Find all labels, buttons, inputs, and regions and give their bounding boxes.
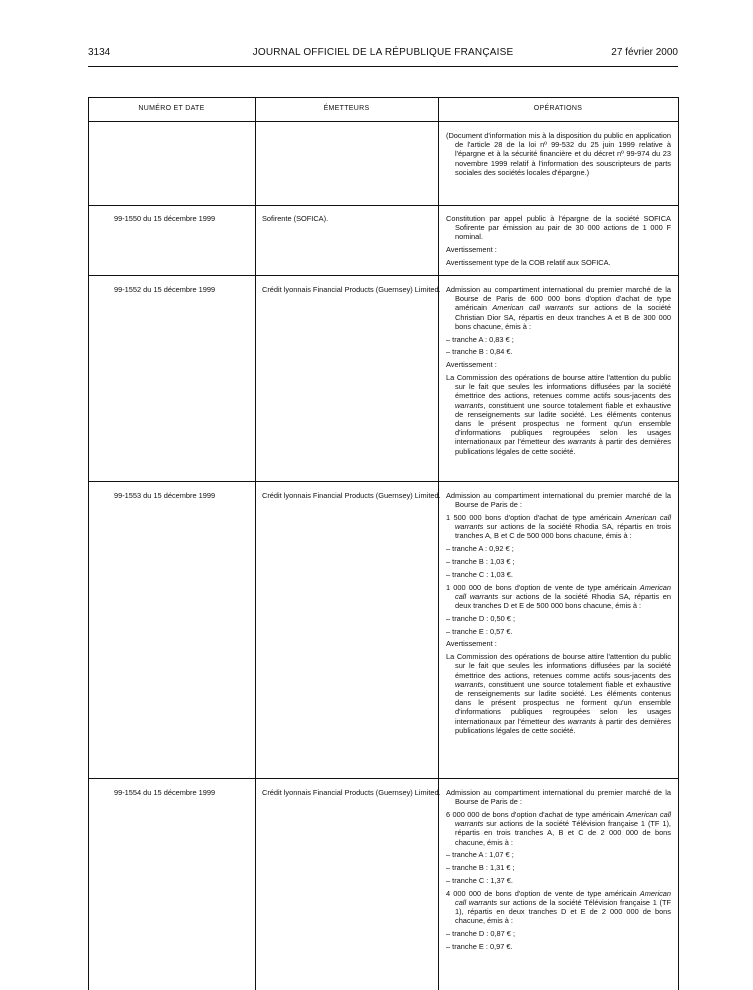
table-left-border: [88, 97, 89, 990]
page-number: 3134: [88, 47, 111, 58]
operations-paragraph: 6 000 000 de bons d'option d'achat de type américain American call warrants sur actions de la société Télévision française 1 (TF 1), répartis en trois tranches A, B et C de 2 000 000 de bons chacune, émis à :: [446, 810, 671, 847]
operations-paragraph: – tranche A : 0,92 € ;: [446, 544, 514, 554]
operations-paragraph: 1 000 000 de bons d'option de vente de type américain American call warrants sur actions de la société Rhodia SA, répartis en deux tranches D et E de 500 000 bons chacune, émis à :: [446, 582, 671, 610]
header-rule: [88, 66, 678, 67]
running-header: [88, 47, 678, 65]
row-divider: [88, 205, 679, 206]
operations-paragraph: Avertissement :: [446, 360, 497, 370]
column-header-numero: NUMÉRO ET DATE: [138, 105, 205, 112]
operations-cell: [446, 285, 671, 459]
header-bottom-border: [88, 121, 679, 122]
operations-paragraph: Admission au compartiment international du premier marché de la Bourse de Paris de :: [446, 491, 671, 510]
emetteur-cell: Sofirente (SOFICA).: [262, 214, 329, 223]
operations-cell: [446, 788, 671, 955]
column-header-emetteurs: ÉMETTEURS: [323, 105, 370, 112]
column-header-operations: OPÉRATIONS: [533, 105, 583, 112]
operations-paragraph: – tranche D : 0,87 € ;: [446, 929, 516, 939]
issue-date: 27 février 2000: [611, 47, 678, 58]
numero-cell: 99-1550 du 15 décembre 1999: [114, 214, 216, 223]
operations-paragraph: Admission au compartiment international du premier marché de la Bourse de Paris de :: [446, 788, 671, 807]
operations-paragraph: – tranche E : 0,97 €.: [446, 942, 513, 951]
operations-paragraph: – tranche C : 1,37 €.: [446, 876, 513, 885]
emetteur-cell: Crédit lyonnais Financial Products (Guernsey) Limited.: [262, 491, 441, 500]
operations-paragraph: 4 000 000 de bons d'option de vente de type américain American call warrants sur actions de la société Télévision française 1 (TF 1), répartis en deux tranches D et E de 2 000 000 de bons chacune, émis à :: [446, 888, 672, 926]
operations-paragraph: – tranche C : 1,03 €.: [446, 569, 513, 579]
operations-paragraph: – tranche B : 0,84 €.: [446, 347, 513, 357]
operations-paragraph: La Commission des opérations de bourse attire l'attention du public sur le fait que seules les informations diffusées par la société émettrice des actions, retenues comme actifs sous-jacents des warrants, constituent une source totalement fiable et exhaustive de renseignements sur ladite société. Les éléments contenus dans le présent prospectus ne forment qu'un ensemble d'informations publiques regroupées selon les usages internationaux par l'émetteur des warrants à partir des dernières publications légales de cette société.: [446, 373, 671, 456]
table-top-border: [88, 97, 679, 98]
operations-paragraph: – tranche B : 1,31 € ;: [446, 863, 515, 873]
row-divider: [88, 481, 679, 482]
emetteur-cell: Crédit lyonnais Financial Products (Guernsey) Limited.: [262, 285, 441, 294]
operations-paragraph: – tranche B : 1,03 € ;: [446, 557, 515, 566]
emetteur-cell: Crédit lyonnais Financial Products (Guernsey) Limited.: [262, 788, 441, 797]
row-divider: [88, 275, 679, 276]
operations-paragraph: Constitution par appel public à l'épargne de la société SOFICA Sofirente par émission au pair de 30 000 actions de 1 000 F nominal.: [446, 214, 671, 242]
column-divider: [438, 97, 439, 990]
operations-paragraph: Admission au compartiment international du premier marché de la Bourse de Paris de 600 000 bons d'option d'achat de type américain American call warrants sur actions de la société Christian Dior SA, répartis en deux tranches A et B de 300 000 bons chacune, émis à :: [446, 285, 671, 331]
numero-cell: 99-1554 du 15 décembre 1999: [114, 788, 216, 797]
numero-cell: 99-1553 du 15 décembre 1999: [114, 491, 216, 500]
operations-paragraph: Avertissement :: [446, 639, 497, 649]
table-right-border: [678, 97, 679, 990]
row-divider: [88, 778, 679, 779]
operations-paragraph: Avertissement type de la COB relatif aux SOFICA.: [446, 258, 611, 267]
operations-cell: [446, 131, 671, 181]
column-divider: [255, 97, 256, 990]
operations-paragraph: La Commission des opérations de bourse attire l'attention du public sur le fait que seules les informations diffusées par la société émettrice des actions, retenues comme actifs sous-jacents des warrants, constituent une source totalement fiable et exhaustive de renseignements sur ladite société. Les éléments contenus dans le présent prospectus ne forment qu'un ensemble d'informations publiques regroupées selon les usages internationaux par l'émetteur des warrants à partir des dernières publications légales de cette société.: [446, 652, 671, 735]
operations-paragraph: – tranche D : 0,50 € ;: [446, 613, 516, 623]
operations-paragraph: Avertissement :: [446, 245, 497, 255]
operations-paragraph: – tranche A : 1,07 € ;: [446, 850, 514, 860]
numero-cell: 99-1552 du 15 décembre 1999: [114, 285, 216, 294]
operations-cell: [446, 491, 671, 739]
journal-title: JOURNAL OFFICIEL DE LA RÉPUBLIQUE FRANÇAISE: [252, 47, 514, 58]
operations-paragraph: (Document d'information mis à la disposition du public en application de l'article 28 de la loi nº 99-532 du 25 juin 1999 relative à l'épargne et à la sécurité financière et du décret nº 99-974 du 23 novembre 1999 relatif à l'information des souscripteurs de parts sociales des sociétés locales d'épargne.): [446, 131, 671, 177]
operations-cell: [446, 214, 671, 271]
operations-paragraph: – tranche A : 0,83 € ;: [446, 334, 514, 344]
operations-paragraph: 1 500 000 bons d'option d'achat de type américain American call warrants sur actions de la société Rhodia SA, répartis en trois tranches A, B et C de 500 000 bons chacune, émis à :: [446, 513, 671, 541]
operations-paragraph: – tranche E : 0,57 €.: [446, 626, 513, 636]
